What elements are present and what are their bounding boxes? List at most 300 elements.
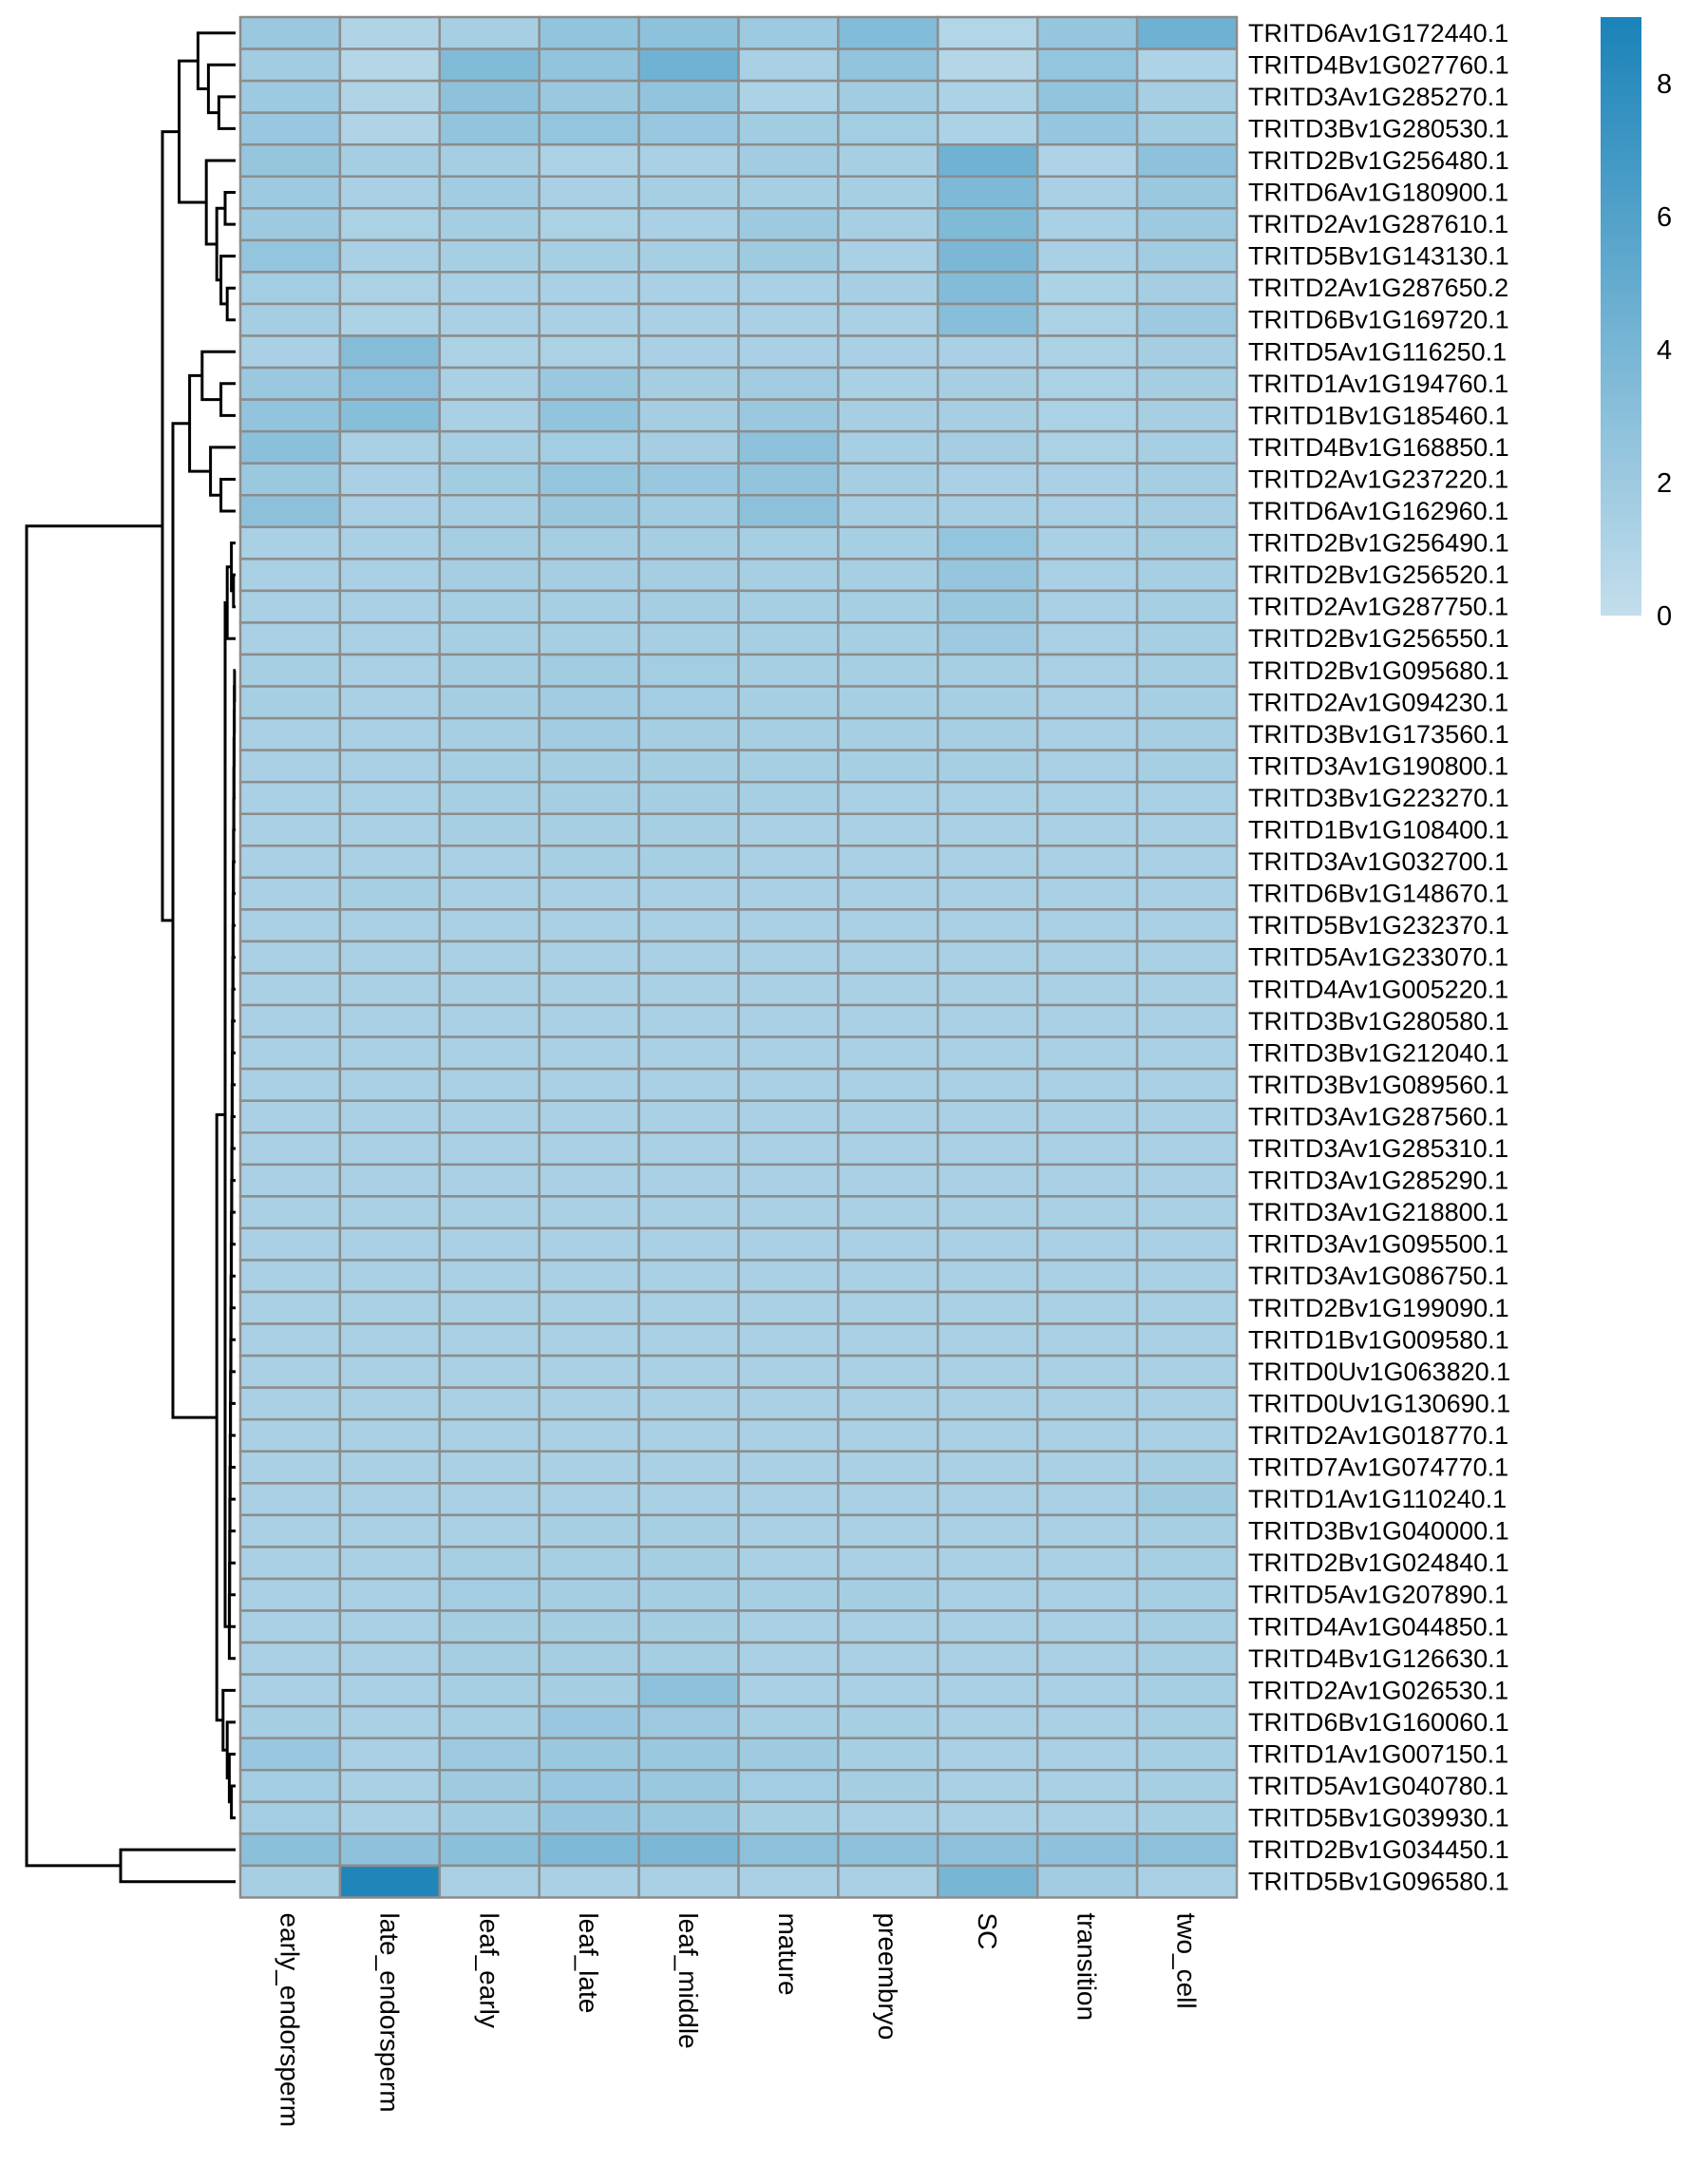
heatmap-cell	[1137, 1356, 1237, 1388]
heatmap-cell	[340, 49, 440, 82]
heatmap-cell	[240, 1388, 340, 1420]
heatmap-cell	[838, 559, 938, 591]
heatmap-cell	[838, 1037, 938, 1070]
heatmap-cell	[938, 1866, 1037, 1898]
dendrogram-branch	[27, 526, 162, 1866]
heatmap-cell	[1037, 1132, 1137, 1165]
heatmap-cell	[938, 1101, 1037, 1133]
heatmap-cell	[340, 1483, 440, 1515]
heatmap-cell	[440, 1037, 540, 1070]
heatmap-cell	[240, 464, 340, 496]
heatmap-cell	[240, 304, 340, 336]
heatmap-cell	[240, 527, 340, 560]
heatmap-cell	[739, 1866, 839, 1898]
heatmap-cell	[739, 1483, 839, 1515]
heatmap-cell	[639, 17, 739, 49]
heatmap-cell	[739, 1132, 839, 1165]
heatmap-cell	[540, 845, 639, 878]
heatmap-cell	[1137, 909, 1237, 941]
heatmap-cell	[1037, 336, 1137, 369]
heatmap-cell	[440, 177, 540, 209]
heatmap-cell	[739, 272, 839, 304]
heatmap-cell	[1137, 368, 1237, 400]
heatmap-cell	[240, 1069, 340, 1101]
heatmap-cell	[340, 750, 440, 783]
heatmap-cell	[540, 782, 639, 814]
heatmap-cell	[440, 1866, 540, 1898]
heatmap-cell	[639, 431, 739, 464]
heatmap-cell	[240, 1770, 340, 1802]
heatmap-cell	[1037, 527, 1137, 560]
heatmap-cell	[540, 591, 639, 623]
heatmap-cell	[639, 591, 739, 623]
heatmap-cell	[540, 750, 639, 783]
heatmap-cell	[938, 208, 1037, 240]
heatmap-cell	[1137, 1866, 1237, 1898]
heatmap-cell	[440, 1770, 540, 1802]
row-label: TRITD1Bv1G009580.1	[1248, 1325, 1509, 1355]
heatmap-cell	[739, 1547, 839, 1579]
heatmap-cell	[739, 495, 839, 527]
heatmap-cell	[938, 1356, 1037, 1388]
heatmap-cell	[240, 336, 340, 369]
colorbar-tick-label: 2	[1657, 468, 1673, 499]
heatmap-cell	[340, 782, 440, 814]
heatmap-cell	[1137, 1005, 1237, 1037]
heatmap-cell	[1037, 1069, 1137, 1101]
heatmap-cell	[838, 1356, 938, 1388]
heatmap-cell	[540, 1005, 639, 1037]
row-label: TRITD7Av1G074770.1	[1248, 1453, 1509, 1482]
heatmap-cell	[739, 81, 839, 113]
heatmap-cell	[739, 1452, 839, 1484]
heatmap-cell	[240, 622, 340, 655]
heatmap-cell	[340, 845, 440, 878]
heatmap-cell	[1037, 1643, 1137, 1675]
heatmap-cell	[1137, 1388, 1237, 1420]
column-label: preembryo	[872, 1912, 902, 2041]
heatmap-cell	[1037, 1005, 1137, 1037]
row-label: TRITD3Av1G032700.1	[1248, 847, 1509, 877]
heatmap-cell	[240, 814, 340, 846]
heatmap-cell	[938, 304, 1037, 336]
dendrogram-branch	[235, 671, 236, 703]
heatmap-cell	[1037, 144, 1137, 177]
dendrogram-branch	[190, 375, 211, 471]
row-label: TRITD2Bv1G199090.1	[1248, 1293, 1509, 1322]
heatmap-cell	[540, 814, 639, 846]
column-label: late_endorsperm	[374, 1912, 405, 2113]
row-label: TRITD1Bv1G108400.1	[1248, 815, 1509, 845]
heatmap-cell	[340, 304, 440, 336]
heatmap-cell	[639, 1643, 739, 1675]
heatmap-cell	[1137, 1419, 1237, 1452]
heatmap-cell	[838, 1515, 938, 1548]
heatmap-cell	[1137, 1515, 1237, 1548]
heatmap-cell	[739, 17, 839, 49]
heatmap-cell	[639, 1675, 739, 1707]
heatmap-cell	[1137, 1675, 1237, 1707]
heatmap-cell	[838, 1069, 938, 1101]
heatmap-cell	[240, 1515, 340, 1548]
heatmap-cell	[739, 655, 839, 687]
heatmap-cell	[938, 1165, 1037, 1197]
heatmap-cell	[838, 208, 938, 240]
heatmap-cell	[938, 177, 1037, 209]
heatmap-cell	[739, 909, 839, 941]
heatmap-cell	[540, 17, 639, 49]
heatmap-cell	[440, 878, 540, 910]
heatmap-cell	[340, 17, 440, 49]
heatmap-cell	[639, 304, 739, 336]
heatmap-cell	[440, 17, 540, 49]
heatmap-cell	[639, 1547, 739, 1579]
heatmap-cell	[440, 464, 540, 496]
row-label: TRITD3Av1G285270.1	[1248, 82, 1509, 111]
row-label: TRITD1Bv1G185460.1	[1248, 401, 1509, 430]
heatmap-cell	[440, 336, 540, 369]
heatmap-cell	[340, 1005, 440, 1037]
heatmap-cell	[938, 1069, 1037, 1101]
heatmap-cell	[1137, 1706, 1237, 1738]
row-label: TRITD1Av1G194760.1	[1248, 369, 1509, 398]
heatmap-cell	[240, 272, 340, 304]
heatmap-cell	[440, 272, 540, 304]
row-label: TRITD3Av1G190800.1	[1248, 751, 1509, 781]
heatmap-cell	[1037, 878, 1137, 910]
heatmap-cell	[240, 974, 340, 1006]
heatmap-cell	[440, 495, 540, 527]
heatmap-cell	[938, 1738, 1037, 1771]
heatmap-cell	[739, 814, 839, 846]
heatmap-cell	[240, 1833, 340, 1866]
heatmap-cell	[1137, 527, 1237, 560]
heatmap-cell	[639, 1196, 739, 1228]
heatmap-cell	[1137, 1324, 1237, 1357]
heatmap-cell	[540, 1356, 639, 1388]
heatmap-cell	[639, 1483, 739, 1515]
heatmap-cell	[540, 1802, 639, 1834]
heatmap-cell	[739, 750, 839, 783]
heatmap-cell	[440, 1643, 540, 1675]
heatmap-cell	[739, 336, 839, 369]
colorbar-tick-label: 0	[1657, 601, 1673, 632]
heatmap-cell	[739, 1579, 839, 1611]
heatmap-cell	[838, 272, 938, 304]
heatmap-cell	[1137, 1802, 1237, 1834]
heatmap-cell	[1037, 845, 1137, 878]
heatmap-cell	[838, 240, 938, 273]
heatmap-cell	[639, 1132, 739, 1165]
heatmap-cell	[240, 113, 340, 145]
heatmap-cell	[440, 1228, 540, 1261]
row-label: TRITD4Av1G044850.1	[1248, 1612, 1509, 1642]
heatmap-cell	[240, 1738, 340, 1771]
column-label: transition	[1072, 1912, 1102, 2022]
row-label: TRITD1Av1G110240.1	[1248, 1485, 1508, 1514]
heatmap-cell	[1037, 113, 1137, 145]
heatmap-cell	[1137, 113, 1237, 145]
heatmap-cell	[938, 336, 1037, 369]
heatmap-cell	[240, 431, 340, 464]
heatmap-cell	[1037, 1388, 1137, 1420]
heatmap-cell	[540, 909, 639, 941]
heatmap-cell	[1037, 1738, 1137, 1771]
heatmap-cell	[540, 1833, 639, 1866]
heatmap-cell	[639, 144, 739, 177]
heatmap-cell	[440, 1833, 540, 1866]
heatmap-cell	[440, 431, 540, 464]
heatmap-cell	[540, 1101, 639, 1133]
heatmap-cell	[938, 687, 1037, 719]
heatmap-cell	[1137, 431, 1237, 464]
heatmap-cell	[440, 941, 540, 974]
heatmap-cell	[440, 1101, 540, 1133]
column-label: SC	[972, 1912, 1002, 1950]
heatmap-cell	[1037, 750, 1137, 783]
row-label: TRITD1Av1G007150.1	[1248, 1739, 1509, 1769]
heatmap-cell	[838, 845, 938, 878]
heatmap-cell	[639, 1037, 739, 1070]
heatmap-cell	[1137, 1770, 1237, 1802]
heatmap-cell	[240, 591, 340, 623]
row-label: TRITD2Bv1G095680.1	[1248, 655, 1509, 685]
heatmap-cell	[938, 845, 1037, 878]
heatmap-cell	[240, 1196, 340, 1228]
heatmap-cell	[639, 1579, 739, 1611]
heatmap-cell	[540, 718, 639, 750]
heatmap-cell	[440, 368, 540, 400]
heatmap-cell	[440, 1547, 540, 1579]
heatmap-cell	[1137, 1260, 1237, 1292]
heatmap-cell	[639, 1165, 739, 1197]
heatmap-cell	[240, 240, 340, 273]
heatmap-cell	[540, 495, 639, 527]
heatmap-cell	[1137, 1579, 1237, 1611]
heatmap-cell	[340, 208, 440, 240]
heatmap-cell	[639, 750, 739, 783]
heatmap-cell	[739, 1292, 839, 1324]
heatmap-cell	[838, 1260, 938, 1292]
row-label: TRITD6Bv1G160060.1	[1248, 1707, 1509, 1737]
heatmap-cell	[1037, 1196, 1137, 1228]
heatmap-cell	[838, 1675, 938, 1707]
heatmap-cell	[1137, 81, 1237, 113]
row-label: TRITD3Bv1G040000.1	[1248, 1516, 1509, 1546]
heatmap-cell	[1037, 1866, 1137, 1898]
heatmap-cell	[1137, 1132, 1237, 1165]
heatmap-cell	[1037, 559, 1137, 591]
heatmap-cell	[340, 113, 440, 145]
heatmap-cell	[1037, 272, 1137, 304]
heatmap-cell	[838, 750, 938, 783]
heatmap-cell	[540, 1292, 639, 1324]
heatmap-cell	[240, 1356, 340, 1388]
heatmap-cell	[440, 814, 540, 846]
heatmap-cell	[540, 1196, 639, 1228]
heatmap-cell	[340, 400, 440, 432]
heatmap-cell	[340, 655, 440, 687]
heatmap-cell	[340, 1802, 440, 1834]
heatmap-cell	[240, 1419, 340, 1452]
heatmap-cell	[938, 272, 1037, 304]
colorbar-tick-label: 6	[1657, 202, 1673, 233]
row-label: TRITD3Av1G095500.1	[1248, 1229, 1509, 1259]
heatmap-cell	[540, 81, 639, 113]
heatmap-cell	[639, 687, 739, 719]
heatmap-cell	[639, 1706, 739, 1738]
heatmap-cell	[938, 718, 1037, 750]
heatmap-cell	[340, 1292, 440, 1324]
row-label: TRITD5Bv1G232370.1	[1248, 911, 1509, 940]
heatmap-cell	[1037, 591, 1137, 623]
heatmap-cell	[739, 878, 839, 910]
row-label: TRITD0Uv1G063820.1	[1248, 1357, 1511, 1386]
dendrogram-branch	[208, 65, 236, 112]
heatmap-cell	[938, 622, 1037, 655]
row-label: TRITD2Bv1G024840.1	[1248, 1548, 1509, 1578]
heatmap-cell	[1037, 1260, 1137, 1292]
heatmap-cell	[540, 240, 639, 273]
heatmap-cell	[540, 1866, 639, 1898]
heatmap-cell	[1037, 1483, 1137, 1515]
column-label: two_cell	[1171, 1912, 1202, 2009]
heatmap-cell	[540, 1260, 639, 1292]
heatmap-cell	[240, 177, 340, 209]
dendrogram-branch	[223, 1690, 236, 1750]
row-label: TRITD3Av1G086750.1	[1248, 1262, 1509, 1291]
heatmap-cell	[639, 1833, 739, 1866]
row-label: TRITD2Av1G287650.2	[1248, 274, 1509, 303]
heatmap-cell	[938, 1833, 1037, 1866]
heatmap-cell	[938, 1228, 1037, 1261]
heatmap-cell	[838, 304, 938, 336]
heatmap-cell	[838, 1611, 938, 1643]
heatmap-cell	[739, 1228, 839, 1261]
heatmap-cell	[440, 974, 540, 1006]
heatmap-cell	[1137, 400, 1237, 432]
heatmap-cell	[739, 49, 839, 82]
heatmap-cell	[540, 1643, 639, 1675]
heatmap-cell	[739, 144, 839, 177]
row-labels	[1248, 19, 1510, 1896]
heatmap-cell	[440, 304, 540, 336]
heatmap-cell	[838, 1132, 938, 1165]
heatmap-cell	[340, 941, 440, 974]
row-label: TRITD3Av1G285310.1	[1248, 1134, 1509, 1164]
column-label: leaf_early	[474, 1912, 504, 2028]
row-label: TRITD2Bv1G256490.1	[1248, 528, 1509, 558]
heatmap-cell	[440, 1356, 540, 1388]
heatmap-cell	[639, 1324, 739, 1357]
heatmap-cell	[1137, 1643, 1237, 1675]
row-label: TRITD4Bv1G168850.1	[1248, 432, 1509, 462]
heatmap-cell	[340, 622, 440, 655]
heatmap-cell	[1037, 1356, 1137, 1388]
heatmap-cell	[639, 1866, 739, 1898]
heatmap-cell	[838, 1706, 938, 1738]
heatmap-cell	[540, 1324, 639, 1357]
row-label: TRITD3Av1G218800.1	[1248, 1198, 1509, 1227]
heatmap-cell	[340, 814, 440, 846]
heatmap-cell	[240, 1866, 340, 1898]
heatmap-cell	[938, 941, 1037, 974]
row-label: TRITD2Av1G287750.1	[1248, 592, 1509, 621]
heatmap-cell	[739, 1005, 839, 1037]
dendrogram-branch	[211, 447, 236, 495]
heatmap-cell	[340, 144, 440, 177]
heatmap-cell	[340, 591, 440, 623]
heatmap-cell	[838, 974, 938, 1006]
heatmap-cell	[1137, 208, 1237, 240]
heatmap-cell	[340, 336, 440, 369]
heatmap-cell	[639, 464, 739, 496]
heatmap-cell	[440, 1132, 540, 1165]
heatmap-cell	[938, 1037, 1037, 1070]
heatmap-cell	[938, 464, 1037, 496]
heatmap-cell	[440, 1515, 540, 1548]
heatmap-cell	[938, 144, 1037, 177]
heatmap-cell	[639, 400, 739, 432]
heatmap-cell	[440, 1260, 540, 1292]
heatmap-cell	[938, 1611, 1037, 1643]
heatmap-cell	[739, 1388, 839, 1420]
heatmap-cell	[838, 1547, 938, 1579]
heatmap-cell	[440, 687, 540, 719]
heatmap-cell	[1137, 1611, 1237, 1643]
heatmap-cell	[1037, 495, 1137, 527]
heatmap-cell	[1137, 17, 1237, 49]
heatmap-cell	[540, 1388, 639, 1420]
heatmap-cell	[639, 845, 739, 878]
heatmap-cell	[440, 782, 540, 814]
heatmap-cell	[739, 782, 839, 814]
heatmap-cell	[739, 240, 839, 273]
heatmap-cell	[240, 1324, 340, 1357]
heatmap-cell	[1137, 845, 1237, 878]
row-label: TRITD4Bv1G126630.1	[1248, 1643, 1509, 1673]
dendrogram-branch	[227, 288, 236, 320]
heatmap-cell	[240, 941, 340, 974]
row-label: TRITD5Av1G116250.1	[1248, 337, 1508, 367]
heatmap-cell	[440, 400, 540, 432]
heatmap-cell	[739, 1324, 839, 1357]
heatmap-cell	[739, 1802, 839, 1834]
heatmap-cell	[340, 909, 440, 941]
heatmap-cell	[340, 1196, 440, 1228]
heatmap-cell	[440, 1324, 540, 1357]
heatmap-cell	[1137, 272, 1237, 304]
row-label: TRITD3Bv1G223270.1	[1248, 783, 1509, 812]
heatmap-cell	[739, 1675, 839, 1707]
dendrogram-branch	[218, 97, 236, 128]
heatmap-cell	[540, 49, 639, 82]
heatmap-cell	[639, 782, 739, 814]
heatmap-cell	[838, 495, 938, 527]
heatmap-cell	[340, 1356, 440, 1388]
heatmap-cell	[440, 527, 540, 560]
heatmap-cell	[240, 1483, 340, 1515]
heatmap-cell	[440, 1005, 540, 1037]
heatmap-cell	[540, 144, 639, 177]
heatmap-cell	[838, 1228, 938, 1261]
heatmap-cell	[639, 1005, 739, 1037]
heatmap-cell	[240, 1452, 340, 1484]
heatmap-cell	[1037, 1579, 1137, 1611]
column-label: mature	[772, 1912, 803, 1996]
heatmap-cell	[240, 1802, 340, 1834]
heatmap-cell	[838, 687, 938, 719]
